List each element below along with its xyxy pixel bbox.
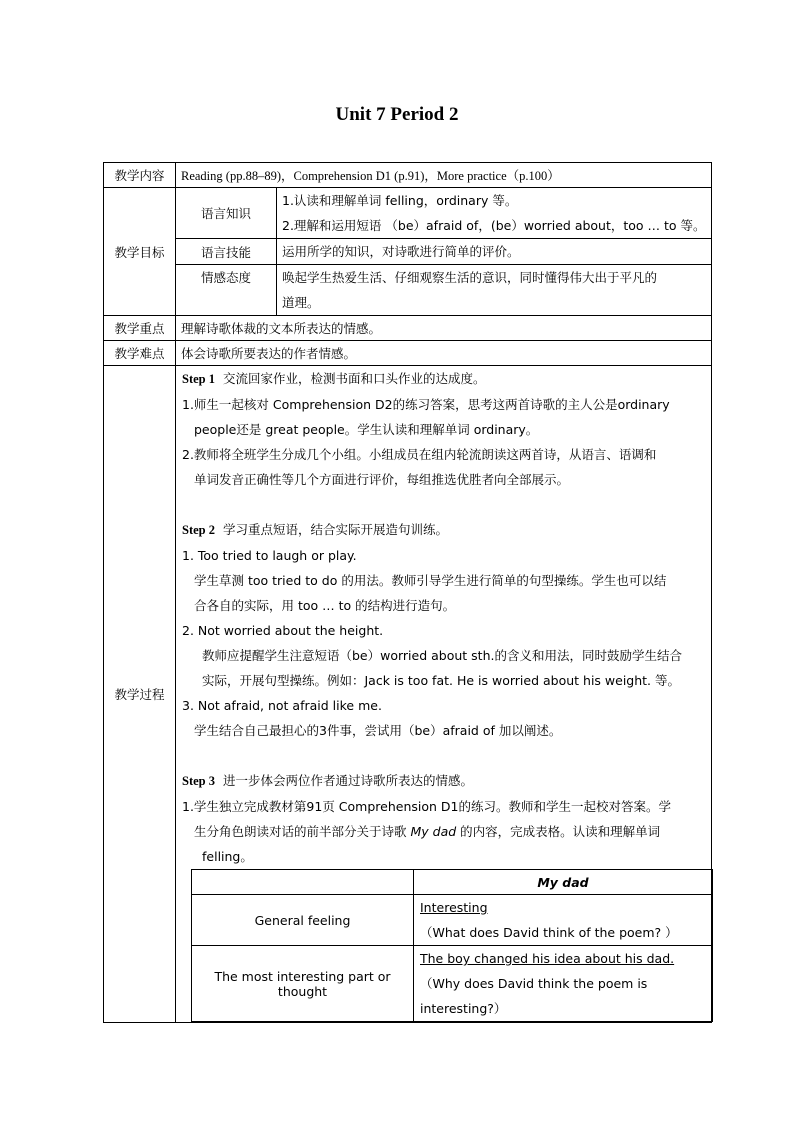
inner-question: （What does David think of the poem? ）: [420, 925, 678, 940]
step2-line: 2. Not worried about the height.: [182, 623, 384, 638]
step1-line: 1.师生一起核对 Comprehension D2的练习答案，思考这两首诗歌的主人公是ordinary: [182, 397, 670, 412]
key-point-label: 教学重点: [104, 316, 176, 341]
objective-row-knowledge: [104, 188, 712, 239]
process-label: 教学过程: [104, 366, 176, 1023]
objective-skill-label: 语言技能: [176, 239, 277, 265]
step2-line: 合各自的实际，用 too … to 的结构进行造句。: [194, 598, 456, 613]
objective-knowledge-line: 2.理解和运用短语 （be）afraid of，(be）worried about，too … to 等。: [282, 218, 706, 233]
step2-line: 学生结合自己最担心的3件事，尝试用（be）afraid of 加以阐述。: [194, 723, 562, 738]
step1-line: 单词发音正确性等几个方面进行评价，每组推选优胜者向全部展示。: [194, 472, 570, 487]
objective-row-skill: [104, 239, 712, 265]
objective-knowledge-line: 1.认读和理解单词 felling，ordinary 等。: [282, 193, 518, 208]
step2-label: Step 2: [182, 523, 215, 537]
step2-title: 学习重点短语，结合实际开展造句训练。: [222, 522, 448, 537]
step3-line: 1.学生独立完成教材第91页 Comprehension D1的练习。教师和学生一起校对答案。学: [182, 799, 671, 814]
objective-row-attitude: [104, 265, 712, 316]
inner-row: [192, 895, 713, 946]
step3-heading: [182, 768, 711, 794]
inner-row-label: The most interesting part or thought: [192, 946, 414, 1022]
content-row: [104, 163, 712, 188]
poem-title: My dad: [410, 824, 457, 839]
key-point-row: [104, 316, 712, 341]
step3-label: Step 3: [182, 774, 215, 788]
inner-row: [192, 946, 713, 1022]
step2-line: 学生草测 too tried to do 的用法。教师引导学生进行简单的句型操练。学生也可以结: [194, 573, 667, 588]
inner-header: My dad: [414, 870, 713, 895]
step2-heading: [182, 517, 711, 543]
step1-title: 交流回家作业，检测书面和口头作业的达成度。: [222, 371, 486, 386]
lesson-plan-table: [103, 162, 712, 1023]
step2-line: 3. Not afraid, not afraid like me.: [182, 698, 382, 713]
step1-heading: [182, 366, 711, 392]
objective-attitude-label: 情感态度: [200, 270, 251, 285]
difficulty-row: [104, 341, 712, 366]
process-row: [104, 366, 712, 1023]
content-text: Reading (pp.88–89)，Comprehension D1 (p.91)，More practice（p.100）: [176, 163, 712, 188]
objective-attitude-line: 唤起学生热爱生活、仔细观察生活的意识，同时懂得伟大出于平凡的: [282, 270, 658, 285]
inner-row-label: General feeling: [192, 895, 414, 946]
objective-attitude-line: 道理。: [282, 295, 320, 310]
difficulty-label: 教学难点: [104, 341, 176, 366]
objective-skill-text: 运用所学的知识，对诗歌进行简单的评价。: [277, 239, 712, 265]
difficulty-text: 体会诗歌所要表达的作者情感。: [176, 341, 712, 366]
step1-label: Step 1: [182, 372, 215, 386]
step2-line: 实际，开展句型操练。例如：Jack is too fat. He is worried about his weight. 等。: [202, 673, 681, 688]
step2-line: 1. Too tried to laugh or play.: [182, 548, 357, 563]
inner-answer: Interesting: [420, 900, 488, 915]
step1-line: people还是 great people。学生认读和理解单词 ordinary。: [194, 422, 539, 437]
step3-line: felling。: [202, 849, 253, 864]
page-title: Unit 7 Period 2: [335, 104, 459, 125]
step1-line: 2.教师将全班学生分成几个小组。小组成员在组内轮流朗读这两首诗，从语言、语调和: [182, 447, 657, 462]
content-label: 教学内容: [104, 163, 176, 188]
step3-title: 进一步体会两位作者通过诗歌所表达的情感。: [222, 773, 473, 788]
inner-question: （Why does David think the poem is interesting?）: [420, 976, 648, 1016]
objectives-label: 教学目标: [104, 188, 176, 316]
inner-header-row: [192, 870, 713, 895]
poem-feeling-table: [191, 869, 713, 1022]
step2-line: 教师应提醒学生注意短语（be）worried about sth.的含义和用法，同时鼓励学生结合: [202, 648, 682, 663]
key-point-text: 理解诗歌体裁的文本所表达的情感。: [176, 316, 712, 341]
step3-line: 生分角色朗读对话的前半部分关于诗歌 My dad 的内容，完成表格。认读和理解单词: [194, 824, 661, 839]
objective-knowledge-label: 语言知识: [176, 188, 277, 239]
inner-answer: The boy changed his idea about his dad.: [420, 951, 675, 966]
